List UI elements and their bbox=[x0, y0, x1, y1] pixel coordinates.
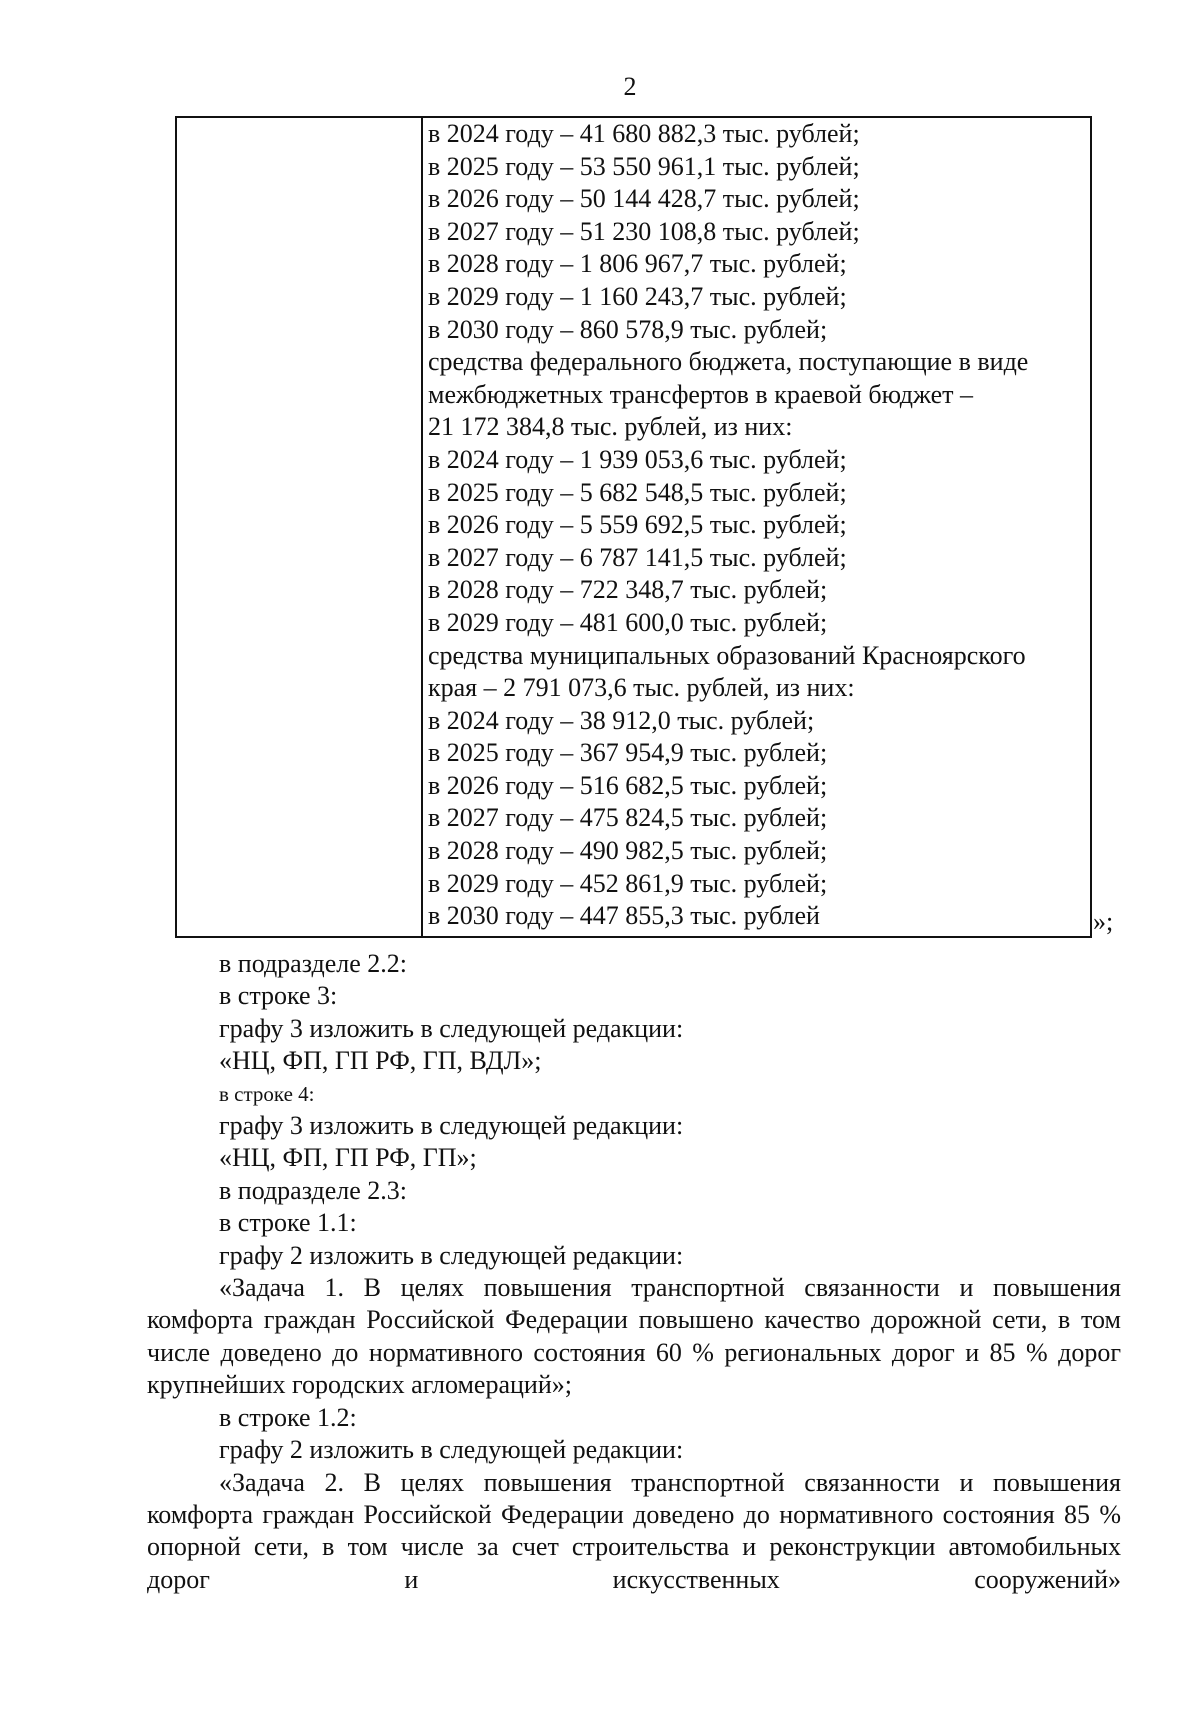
paragraph-task-1: «Задача 1. В целях повышения транспортной связанности и повышения комфорта граждан Российской Федерации повышено качество дорожной сети, в том числе доведено до нормативного состояния 60 % региональных дорог и 85 % дорог крупнейших городских агломераций»; bbox=[147, 1273, 1121, 1400]
page-number: 2 bbox=[623, 72, 637, 101]
funding-line: в 2026 году – 50 144 428,7 тыс. рублей; bbox=[428, 184, 860, 214]
paragraph-column-2-instruction: графу 2 изложить в следующей редакции: bbox=[219, 1240, 684, 1270]
paragraph-row-3-value: «НЦ, ФП, ГП РФ, ГП, ВДЛ»; bbox=[219, 1046, 542, 1076]
funding-line: в 2027 году – 6 787 141,5 тыс. рублей; bbox=[428, 542, 847, 572]
funding-line: в 2026 году – 516 682,5 тыс. рублей; bbox=[428, 770, 828, 800]
funding-line: в 2029 году – 481 600,0 тыс. рублей; bbox=[428, 607, 828, 637]
funding-line: в 2030 году – 860 578,9 тыс. рублей; bbox=[428, 314, 828, 344]
funding-line: в 2025 году – 367 954,9 тыс. рублей; bbox=[428, 738, 828, 768]
funding-line: средства федерального бюджета, поступающие в виде bbox=[428, 347, 1029, 377]
funding-line: в 2026 году – 5 559 692,5 тыс. рублей; bbox=[428, 510, 847, 540]
body-text bbox=[147, 948, 1121, 1596]
funding-line: межбюджетных трансфертов в краевой бюджет – bbox=[428, 379, 973, 409]
paragraph-row-4: в строке 4: bbox=[219, 1081, 315, 1106]
funding-table bbox=[175, 116, 1092, 938]
funding-line: в 2027 году – 51 230 108,8 тыс. рублей; bbox=[428, 216, 860, 246]
funding-line: в 2024 году – 38 912,0 тыс. рублей; bbox=[428, 705, 815, 735]
funding-line: в 2025 году – 53 550 961,1 тыс. рублей; bbox=[428, 151, 860, 181]
funding-line: в 2024 году – 1 939 053,6 тыс. рублей; bbox=[428, 444, 847, 474]
funding-line: в 2028 году – 1 806 967,7 тыс. рублей; bbox=[428, 249, 847, 279]
closing-quote: »; bbox=[1093, 907, 1114, 936]
funding-line: в 2027 году – 475 824,5 тыс. рублей; bbox=[428, 803, 828, 833]
funding-line: в 2028 году – 490 982,5 тыс. рублей; bbox=[428, 836, 828, 866]
table-column-divider bbox=[421, 118, 423, 936]
paragraph-column-3-instruction: графу 3 изложить в следующей редакции: bbox=[219, 1013, 684, 1043]
funding-line: в 2028 году – 722 348,7 тыс. рублей; bbox=[428, 575, 828, 605]
paragraph-column-2-instruction-2: графу 2 изложить в следующей редакции: bbox=[219, 1435, 684, 1465]
funding-line: в 2025 году – 5 682 548,5 тыс. рублей; bbox=[428, 477, 847, 507]
funding-line: края – 2 791 073,6 тыс. рублей, из них: bbox=[428, 673, 855, 703]
funding-lines bbox=[424, 118, 1090, 933]
funding-line: средства муниципальных образований Красноярского bbox=[428, 640, 1026, 670]
paragraph-row-1-2: в строке 1.2: bbox=[219, 1402, 357, 1432]
paragraph-column-3-instruction-2: графу 3 изложить в следующей редакции: bbox=[219, 1111, 684, 1141]
funding-line: в 2030 году – 447 855,3 тыс. рублей bbox=[428, 901, 820, 931]
paragraph-row-3: в строке 3: bbox=[219, 981, 338, 1011]
funding-line: в 2024 году – 41 680 882,3 тыс. рублей; bbox=[428, 119, 860, 148]
paragraph-subsection-2-3: в подразделе 2.3: bbox=[219, 1175, 408, 1205]
funding-line: в 2029 году – 452 861,9 тыс. рублей; bbox=[428, 868, 828, 898]
funding-line: 21 172 384,8 тыс. рублей, из них: bbox=[428, 412, 793, 442]
paragraph-task-2: «Задача 2. В целях повышения транспортной связанности и повышения комфорта граждан Российской Федерации доведено до нормативного состояния 85 % опорной сети, в том числе за счет строительства и реконструкции автомобильных дорог и искусственных сооружений» bbox=[147, 1467, 1121, 1594]
funding-line: в 2029 году – 1 160 243,7 тыс. рублей; bbox=[428, 281, 847, 311]
paragraph-row-4-value: «НЦ, ФП, ГП РФ, ГП»; bbox=[219, 1143, 477, 1173]
paragraph-row-1-1: в строке 1.1: bbox=[219, 1208, 357, 1238]
paragraph-subsection-2-2: в подразделе 2.2: bbox=[219, 949, 408, 978]
